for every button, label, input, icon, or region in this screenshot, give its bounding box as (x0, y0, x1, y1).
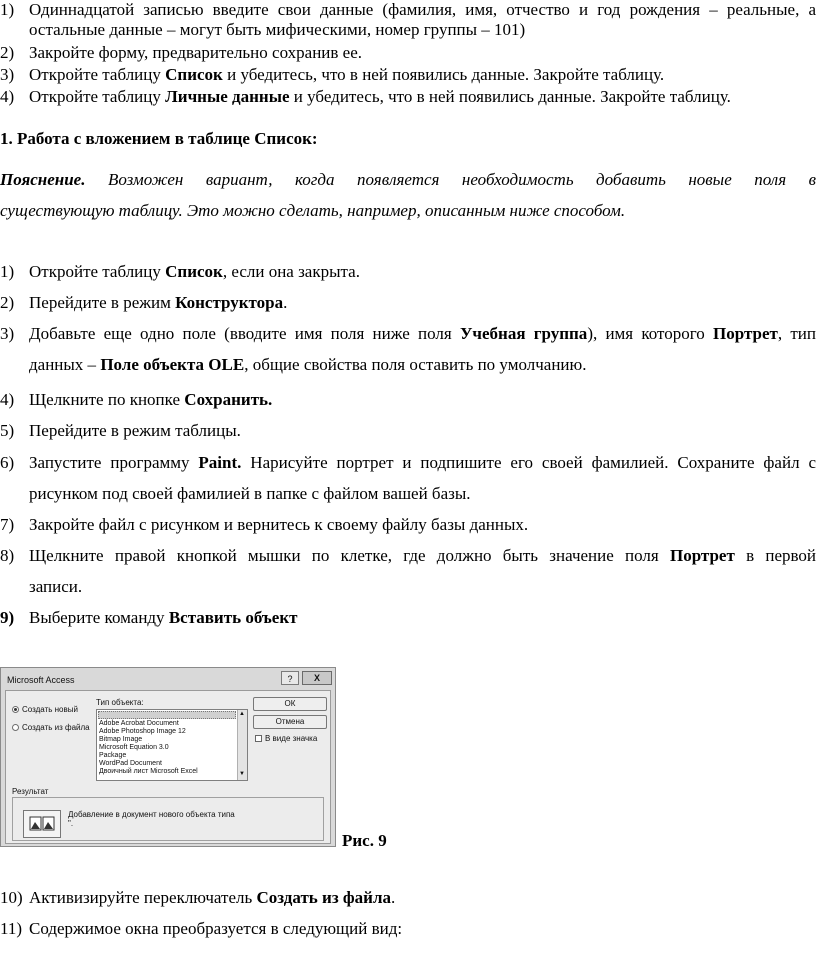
step-8-line1 (29, 546, 816, 566)
list-number: 1) (0, 0, 15, 19)
list-number: 10) (0, 888, 23, 907)
bold-run: Создать из файла (256, 888, 392, 907)
note-text: Возможен вариант, когда появляется необходимость добавить новые поля в (107, 170, 816, 189)
result-text-end: ". (68, 819, 74, 828)
text-run: . (283, 293, 288, 312)
step-5-text: Перейдите в режим таблицы. (29, 421, 241, 440)
result-label: Результат (12, 787, 49, 796)
list-number: 5) (0, 421, 15, 440)
list-number: 7) (0, 515, 15, 534)
section-heading: 1. Работа с вложением в таблице Список: (0, 129, 318, 148)
list-number: 3) (0, 65, 15, 84)
intro-item-1-line2: остальные данные – могут быть мифическими, номер группы – 101) (29, 20, 526, 39)
list-item[interactable]: Adobe Acrobat Document (99, 720, 179, 727)
step-10-text (29, 888, 395, 908)
display-as-icon-checkbox[interactable] (255, 735, 262, 742)
text-run: . (391, 888, 396, 907)
text-run: ), имя которого (587, 324, 714, 343)
bold-run: Список (165, 262, 223, 281)
intro-item-1-line1: Одиннадцатой записью введите свои данные (фамилия, имя, отчество и год рождения – реальные, а (29, 0, 816, 19)
bold-run: Портрет (713, 324, 778, 343)
list-number: 1) (0, 262, 15, 281)
list-number: 9) (0, 608, 15, 627)
dialog-body (5, 690, 331, 844)
text-run: Откройте таблицу (29, 87, 166, 106)
text-run: Добавьте еще одно поле (вводите имя поля ниже поля (29, 324, 460, 343)
step-2-text (29, 293, 287, 313)
step-6-line1 (29, 453, 816, 473)
bold-run: Поле объекта OLE (100, 355, 245, 374)
text-run: Щелкните правой кнопкой мышки по клетке, где должно быть значение поля (29, 546, 670, 565)
ok-button[interactable]: ОК (253, 697, 327, 711)
bold-run: Сохранить. (184, 390, 273, 409)
text-run: Щелкните по кнопке (29, 390, 185, 409)
figure-caption: Рис. 9 (342, 831, 387, 850)
text-run: , если она закрыта. (222, 262, 360, 281)
radio-create-new-label: Создать новый (22, 705, 78, 714)
text-run: Откройте таблицу (29, 65, 166, 84)
text-run: Откройте таблицу (29, 262, 166, 281)
close-button[interactable]: X (302, 671, 332, 685)
step-9-text (29, 608, 298, 628)
list-item[interactable]: Двоичный лист Microsoft Excel (99, 768, 198, 775)
list-number: 4) (0, 390, 15, 409)
text-run: Нарисуйте портрет и подпишите его своей фамилией. Сохраните файл с (241, 453, 816, 472)
bold-run: Конструктора (175, 293, 284, 312)
step-1-text (29, 262, 360, 282)
text-run: в первой (734, 546, 816, 565)
text-run: и убедитесь, что в ней появились данные. Закройте таблицу. (222, 65, 665, 84)
list-item[interactable]: WordPad Document (99, 760, 162, 767)
list-item[interactable]: Adobe Photoshop Image 12 (99, 728, 186, 735)
bold-run: Портрет (669, 546, 735, 565)
list-number: 11) (0, 919, 23, 938)
radio-create-from-file[interactable] (12, 724, 19, 731)
list-number: 6) (0, 453, 15, 472)
object-type-label: Тип объекта: (96, 698, 144, 707)
note-line1 (0, 170, 816, 190)
list-item[interactable]: Bitmap Image (99, 736, 143, 743)
insert-object-dialog (0, 667, 336, 847)
intro-item-4-text (29, 87, 731, 107)
step-4-text (29, 390, 272, 410)
text-run: Выберите команду (29, 608, 169, 627)
step-8-line2: записи. (29, 577, 83, 596)
scroll-down-icon[interactable]: ▼ (239, 771, 245, 777)
text-run: данных – (29, 355, 101, 374)
list-number: 2) (0, 293, 15, 312)
text-run: Перейдите в режим (29, 293, 176, 312)
intro-item-3-text (29, 65, 664, 85)
list-number: 2) (0, 43, 15, 62)
note-text: существующую таблицу. Это можно сделать, например, описанным ниже способом. (0, 201, 626, 220)
scroll-up-icon[interactable]: ▲ (239, 711, 245, 717)
list-item[interactable]: Package (99, 752, 127, 759)
note-line2 (0, 201, 625, 221)
intro-item-2-text: Закройте форму, предварительно сохранив ее. (29, 43, 363, 62)
note-label: Пояснение. (0, 170, 86, 189)
text-run: , общие свойства поля оставить по умолчанию. (244, 355, 587, 374)
text-run: , тип (777, 324, 816, 343)
help-button[interactable]: ? (281, 671, 299, 685)
step-3-line1 (29, 324, 816, 344)
bold-run: Вставить объект (168, 608, 298, 627)
text-run: и убедитесь, что в ней появились данные. Закройте таблицу. (289, 87, 731, 106)
bold-run: Учебная группа (459, 324, 588, 343)
result-text: Добавление в документ нового объекта типа (68, 810, 235, 819)
bold-run: Paint. (198, 453, 242, 472)
list-number: 8) (0, 546, 15, 565)
step-11-text: Содержимое окна преобразуется в следующий вид: (29, 919, 403, 938)
bold-run: Личные данные (165, 87, 290, 106)
list-number: 3) (0, 324, 15, 343)
radio-create-from-file-label: Создать из файла (22, 723, 90, 732)
cancel-button[interactable]: Отмена (253, 715, 327, 729)
object-type-list[interactable] (96, 709, 248, 781)
text-run: Запустите программу (29, 453, 199, 472)
result-image-icon (23, 810, 61, 838)
display-as-icon-label: В виде значка (265, 734, 318, 743)
step-6-line2: рисунком под своей фамилией в папке с файлом вашей базы. (29, 484, 471, 503)
step-7-text: Закройте файл с рисунком и вернитесь к своему файлу базы данных. (29, 515, 529, 534)
list-item[interactable]: Microsoft Equation 3.0 (99, 744, 169, 751)
list-number: 4) (0, 87, 15, 106)
list-scrollbar[interactable] (237, 710, 247, 780)
list-selection (98, 711, 236, 719)
bold-run: Список (165, 65, 223, 84)
step-3-line2 (29, 355, 586, 375)
text-run: Активизируйте переключатель (29, 888, 257, 907)
dialog-title: Microsoft Access (7, 675, 75, 685)
radio-create-new[interactable] (12, 706, 19, 713)
